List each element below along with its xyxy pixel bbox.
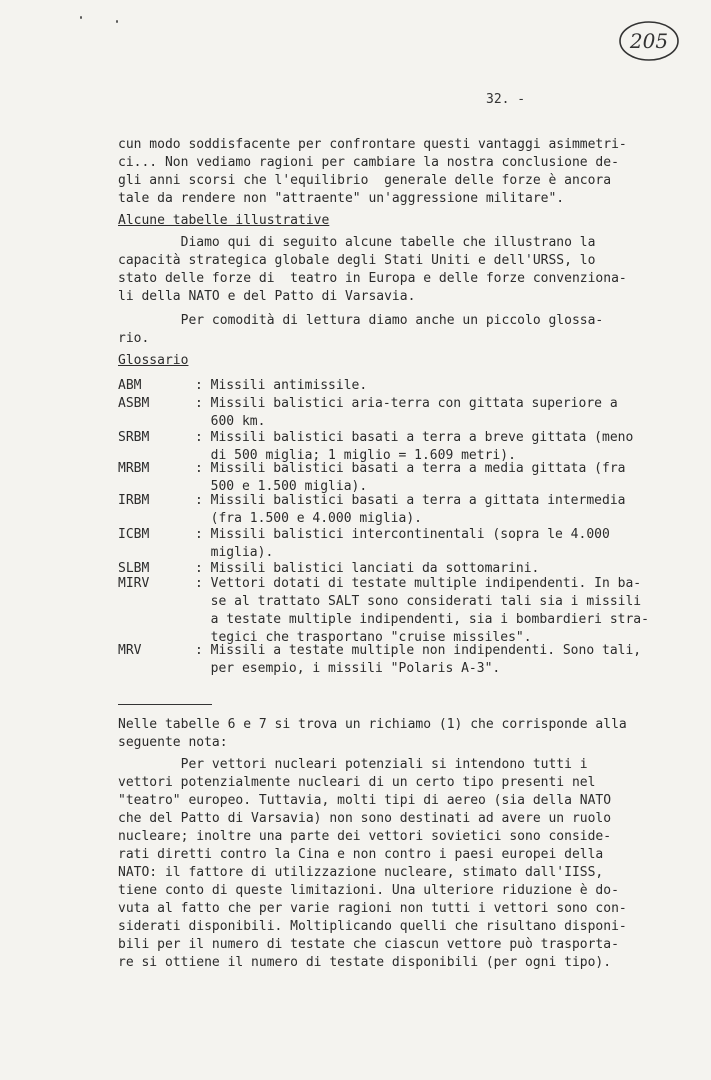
footnote-body: Per vettori nucleari potenziali si intendono tutti i vettori potenzialmente nucleari di un certo tipo presenti nel "teatro" europeo. Tuttavia, molti tipi di aereo (sia della NATO che del Patto di Varsavia) non sono destinati ad avere un ruolo nucleare; inoltre una parte dei vettori sovietici sono conside- rati diretti contro la Cina e non contro i paesi europei della NATO: il fattore di utilizzazione nucleare, stimato dall'IISS, tiene conto di queste limitazioni. Una ulteriore riduzione è do- vuta al fatto che per varie ragioni non tutti i vettori sono con- siderati disponibili. Moltiplicando quelli che risultano disponi- bili per il numero di testate che ciascun vettore può trasporta- re si ottiene il numero di testate disponibili (per ogni tipo). <box>118 757 627 970</box>
intro-paragraph: cun modo soddisfacente per confrontare questi vantaggi asimmetri- ci... Non vediamo ragioni per cambiare la nostra conclusione de- gli anni scorsi che l'equilibrio generale delle forze è ancora tale da rendere non "attraente" un'aggressione militare". <box>118 137 627 206</box>
glossary-desc: : Missili balistici basati a terra a gittata intermedia (fra 1.500 e 4.000 miglia). <box>195 493 626 526</box>
glossary-desc: : Missili balistici basati a terra a media gittata (fra 500 e 1.500 miglia). <box>195 461 626 494</box>
section-heading: Alcune tabelle illustrative <box>118 213 330 228</box>
glossary-abbr: ICBM <box>118 527 150 542</box>
glossary-intro: Per comodità di lettura diamo anche un piccolo glossa- rio. <box>118 313 604 346</box>
glossary-abbr: MRV <box>118 643 142 658</box>
glossary-desc: : Missili balistici intercontinentali (sopra le 4.000 miglia). <box>195 527 610 560</box>
archive-stamp <box>617 18 681 64</box>
glossary-desc: : Missili balistici lanciati da sottomarini. <box>195 561 540 576</box>
stamp-number: 205 <box>629 29 669 53</box>
glossary-abbr: MRBM <box>118 461 150 476</box>
glossary-abbr: SRBM <box>118 430 150 445</box>
section-paragraph: Diamo qui di seguito alcune tabelle che illustrano la capacità strategica globale degli Stati Uniti e dell'URSS, lo stato delle forze di teatro in Europa e delle forze convenziona- li della NATO e del Patto di Varsavia. <box>118 235 627 304</box>
glossary-heading: Glossario <box>118 353 189 368</box>
footnote-intro: Nelle tabelle 6 e 7 si trova un richiamo (1) che corrisponde alla seguente nota: <box>118 717 627 750</box>
glossary-abbr: MIRV <box>118 576 150 591</box>
speck-mark <box>116 20 118 23</box>
glossary-abbr: ASBM <box>118 396 150 411</box>
glossary-desc: : Missili antimissile. <box>195 378 368 393</box>
glossary-abbr: IRBM <box>118 493 150 508</box>
glossary-desc: : Missili balistici basati a terra a breve gittata (meno di 500 miglia; 1 miglio = 1.609 metri). <box>195 430 634 463</box>
glossary-desc: : Missili balistici aria-terra con gittata superiore a 600 km. <box>195 396 618 429</box>
page-number: 32. - <box>486 92 526 107</box>
glossary-desc: : Missili a testate multiple non indipendenti. Sono tali, per esempio, i missili "Polaris A-3". <box>195 643 642 676</box>
glossary-abbr: SLBM <box>118 561 150 576</box>
speck-mark <box>80 16 82 19</box>
glossary-desc: : Vettori dotati di testate multiple indipendenti. In ba- se al trattato SALT sono considerati tali sia i missili a testate multiple indipendenti, sia i bombardieri stra- tegici che trasportano "cruise missiles". <box>195 576 649 645</box>
footnote-divider <box>118 704 212 705</box>
glossary-abbr: ABM <box>118 378 142 393</box>
